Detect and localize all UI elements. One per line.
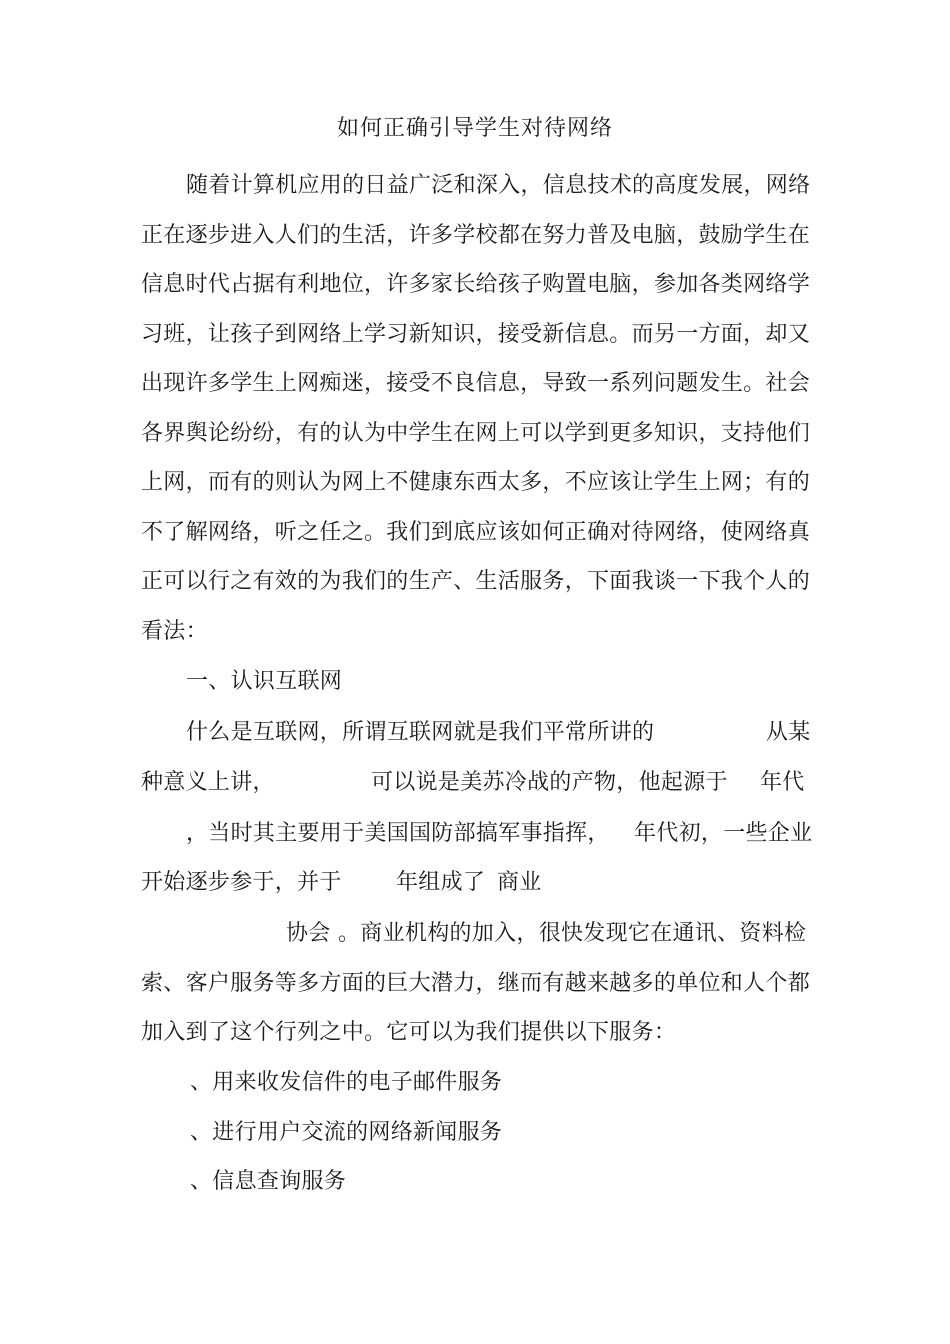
paragraph-line: 随着计算机应用的日益广泛和深入，信息技术的高度发展，网络: [186, 173, 811, 198]
paragraph-line: 。商业机构的加入，很快发现它在通讯、资料检: [338, 921, 807, 946]
paragraph-line: 上网，而有的则认为网上不健康东西太多，不应该让学生上网；有的: [141, 470, 811, 495]
paragraph-fragment: 商业: [497, 870, 542, 895]
paragraph-fragment: 年代: [760, 770, 805, 795]
paragraph-line: ，当时其主要用于美国国防部搞军事指挥，: [186, 821, 610, 846]
paragraph-line: 正在逐步进入人们的生活，许多学校都在努力普及电脑，鼓励学生在: [141, 223, 811, 248]
list-item: 、信息查询服务: [190, 1169, 347, 1194]
paragraph-line: 信息时代占据有利地位，许多家长给孩子购置电脑，参加各类网络学: [141, 272, 811, 297]
paragraph-line: 各界舆论纷纷，有的认为中学生在网上可以学到更多知识，支持他们: [141, 421, 811, 446]
document-title: 如何正确引导学生对待网络: [336, 116, 613, 141]
paragraph-line: 不了解网络，听之任之。我们到底应该如何正确对待网络，使网络真: [141, 520, 811, 545]
paragraph-fragment: 从某: [766, 720, 811, 745]
paragraph-line: 加入到了这个行列之中。它可以为我们提供以下服务：: [141, 1020, 677, 1045]
paragraph-line: 习班，让孩子到网络上学习新知识，接受新信息。而另一方面，却又: [141, 322, 811, 347]
paragraph-line: 开始逐步参于，并于: [141, 870, 342, 895]
list-item: 、进行用户交流的网络新闻服务: [190, 1120, 503, 1145]
paragraph-fragment: 协会: [286, 921, 331, 946]
paragraph-fragment: 可以说是美苏冷战的产物，他起源于: [371, 770, 728, 795]
paragraph-line: 正可以行之有效的为我们的生产、生活服务，下面我谈一下我个人的: [141, 569, 811, 594]
paragraph-line: 看法：: [141, 619, 208, 644]
paragraph-line: 出现许多学生上网痴迷，接受不良信息，导致一系列问题发生。社会: [141, 371, 811, 396]
paragraph-fragment: 年组成了: [396, 870, 486, 895]
paragraph-line: 什么是互联网，所谓互联网就是我们平常所讲的: [186, 720, 655, 745]
paragraph-fragment: 年代初，一些企业: [634, 821, 813, 846]
list-item: 、用来收发信件的电子邮件服务: [190, 1070, 503, 1095]
paragraph-line: 种意义上讲，: [141, 770, 275, 795]
paragraph-line: 索、客户服务等多方面的巨大潜力，继而有越来越多的单位和人个都: [141, 971, 811, 996]
section-heading: 一、认识互联网: [186, 669, 343, 694]
